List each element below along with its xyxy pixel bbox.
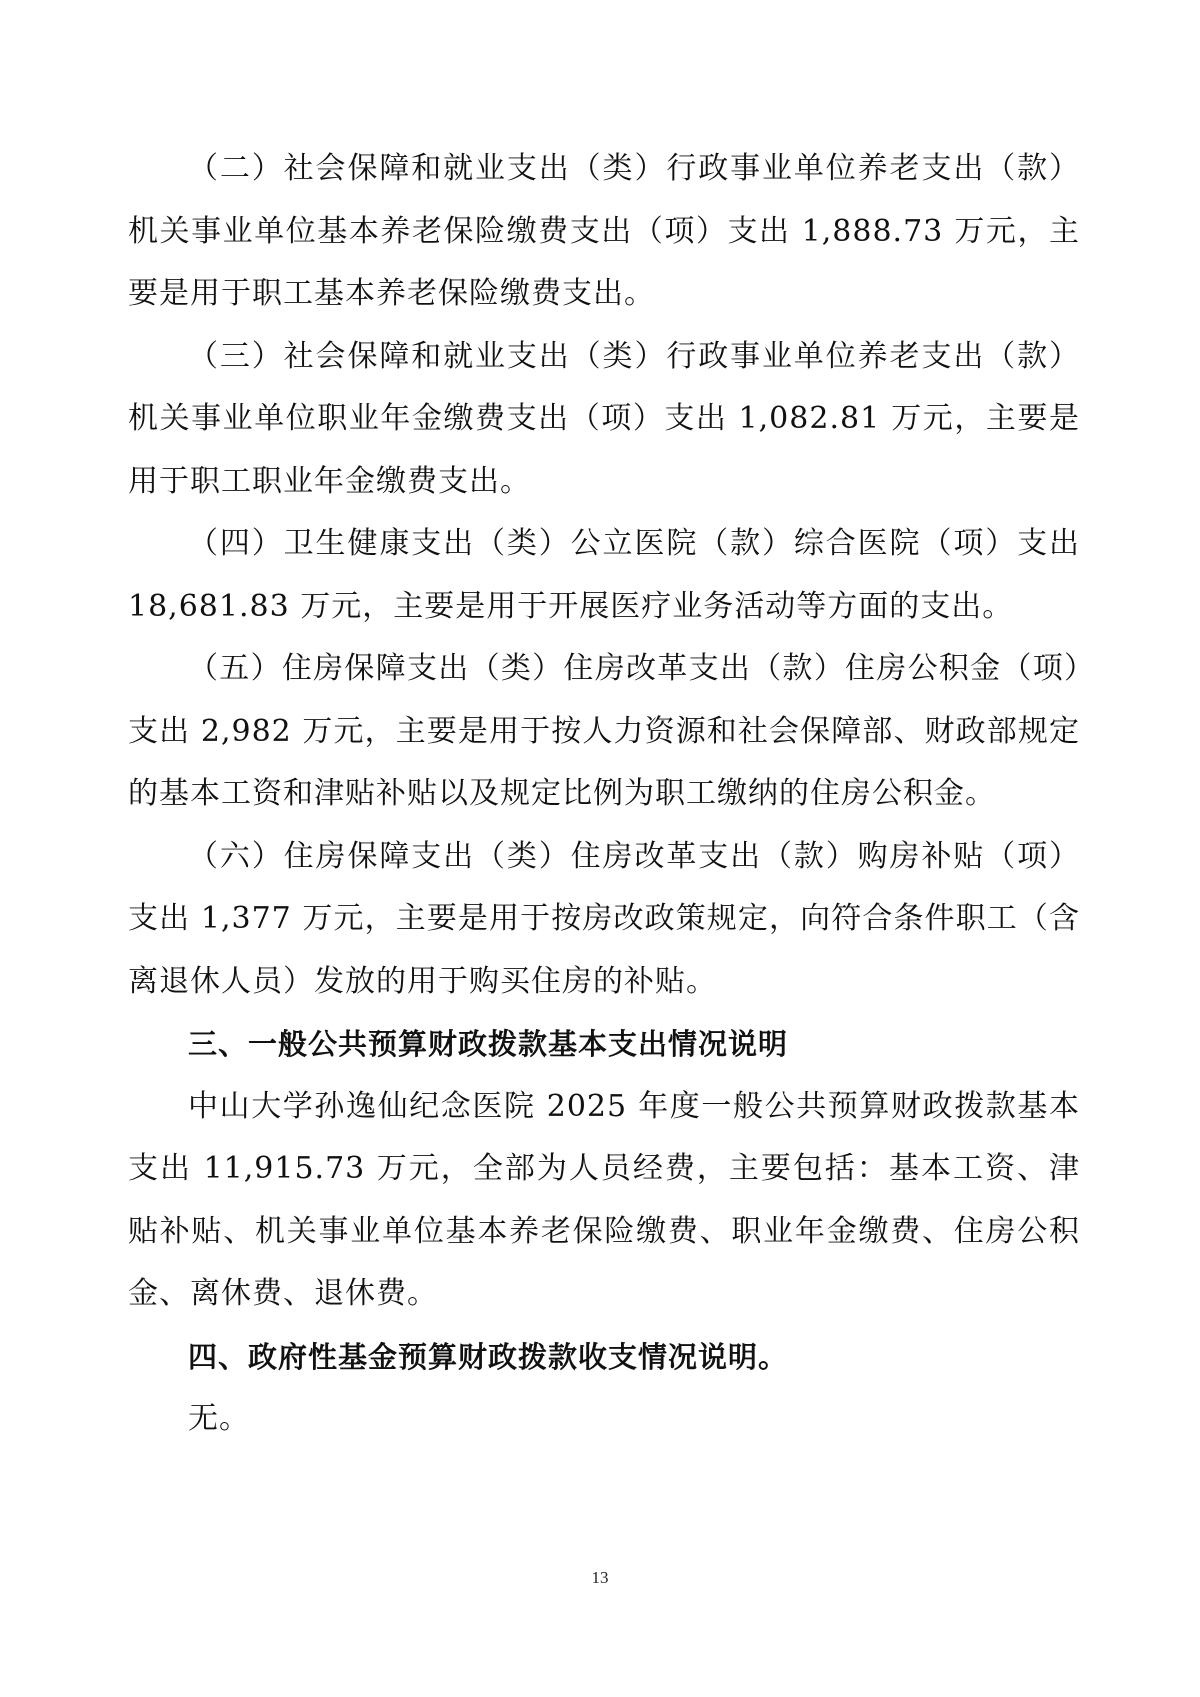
paragraph-item-2: （二）社会保障和就业支出（类）行政事业单位养老支出（款）机关事业单位基本养老保险缴费支出（项）支出 1,888.73 万元，主要是用于职工基本养老保险缴费支出。 [128,151,1080,311]
section-4-body: 无。 [188,1401,250,1436]
paragraph-item-5: （五）住房保障支出（类）住房改革支出（款）住房公积金（项）支出 2,982 万元，主要是用于按人力资源和社会保障部、财政部规定的基本工资和津贴补贴以及规定比例为职工缴纳的住房公积金。 [128,651,1080,811]
paragraph-item-3: （三）社会保障和就业支出（类）行政事业单位养老支出（款）机关事业单位职业年金缴费支出（项）支出 1,082.81 万元，主要是用于职工职业年金缴费支出。 [128,338,1080,499]
section-3-heading: 三、一般公共预算财政拨款基本支出情况说明 [188,1027,789,1061]
page-number: 13 [591,1568,609,1587]
paragraph-item-4: （四）卫生健康支出（类）公立医院（款）综合医院（项）支出 18,681.83 万元，主要是用于开展医疗业务活动等方面的支出。 [128,526,1080,624]
section-4-heading: 四、政府性基金预算财政拨款收支情况说明。 [188,1339,789,1374]
section-3-body: 中山大学孙逸仙纪念医院 2025 年度一般公共预算财政拨款基本支出 11,915.73 万元，全部为人员经费，主要包括：基本工资、津贴补贴、机关事业单位基本养老保险缴费、职业年金缴费、住房公积金、离休费、退休费。 [128,1088,1080,1311]
page-content [128,138,1080,1451]
paragraph-item-6: （六）住房保障支出（类）住房改革支出（款）购房补贴（项）支出 1,377 万元，主要是用于按房改政策规定，向符合条件职工（含离退休人员）发放的用于购买住房的补贴。 [128,838,1080,999]
